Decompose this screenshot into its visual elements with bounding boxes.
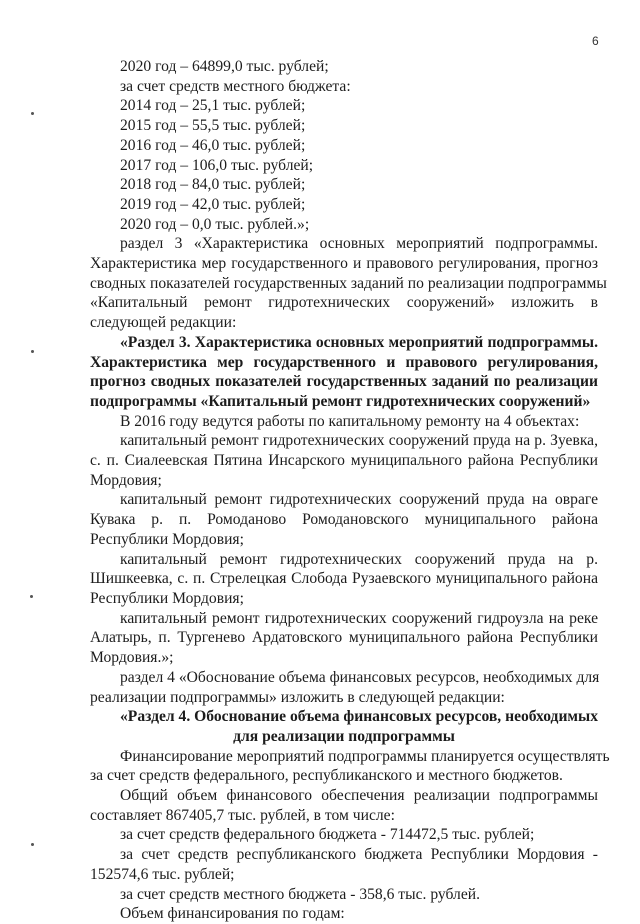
section3-body-line: капитальный ремонт гидротехнических сооружений пруда на р. <box>120 550 598 568</box>
section4-intro-line: реализации подпрограммы» изложить в следующей редакции: <box>90 688 505 706</box>
section3-body-line: Мордовия.»; <box>90 649 174 667</box>
section4-body-line: за счет средств местного бюджета - 358,6 тыс. рублей. <box>120 885 480 903</box>
budget-line: 2015 год – 55,5 тыс. рублей; <box>120 117 306 135</box>
section3-body-line: Республики Мордовия; <box>90 530 244 548</box>
section3-heading: прогноз сводных показателей государственных заданий по реализации <box>90 373 598 391</box>
section3-intro-line: раздел 3 «Характеристика основных мероприятий подпрограммы. <box>120 235 598 253</box>
section4-body-line: за счет средств федерального бюджета - 714472,5 тыс. рублей; <box>120 826 535 844</box>
section3-body-line: Алатырь, п. Тургенево Ардатовского муниципального района Республики <box>90 629 598 647</box>
budget-line: 2020 год – 0,0 тыс. рублей.»; <box>120 215 310 233</box>
budget-line: 2019 год – 42,0 тыс. рублей; <box>120 195 306 213</box>
scan-mark <box>31 843 34 846</box>
section3-body-line: капитальный ремонт гидротехнических сооружений пруда на р. Зуевка, <box>120 432 598 450</box>
section3-intro-line: следующей редакции: <box>90 314 237 332</box>
page-number: 6 <box>592 34 599 48</box>
section3-heading: «Раздел 3. Характеристика основных мероприятий подпрограммы. <box>120 333 598 351</box>
budget-line: 2014 год – 25,1 тыс. рублей; <box>120 97 306 115</box>
section4-body-line: Финансирование мероприятий подпрограммы планируется осуществлять <box>120 747 610 765</box>
scan-mark <box>30 595 33 598</box>
budget-line: 2018 год – 84,0 тыс. рублей; <box>120 176 306 194</box>
section4-heading: «Раздел 4. Обоснование объема финансовых ресурсов, необходимых <box>120 708 599 726</box>
budget-line: за счет средств местного бюджета: <box>120 77 351 95</box>
budget-line: 2016 год – 46,0 тыс. рублей; <box>120 136 306 154</box>
section4-body-line: за счет средств федерального, республиканского и местного бюджетов. <box>90 767 563 785</box>
section3-body-line: Шишкеевка, с. п. Стрелецкая Слобода Рузаевского муниципального района <box>90 570 598 588</box>
section4-body-line: Общий объем финансового обеспечения реализации подпрограммы <box>120 787 598 805</box>
section3-intro-line: Характеристика мер государственного и правового регулирования, прогноз <box>90 255 598 273</box>
section3-body-line: Республики Мордовия; <box>90 589 244 607</box>
section4-heading: для реализации подпрограммы <box>233 727 455 745</box>
section3-body-line: капитальный ремонт гидротехнических сооружений пруда на овраге <box>120 491 598 509</box>
section3-heading: Характеристика мер государственного и правового регулирования, <box>90 353 598 371</box>
section3-heading: подпрограммы «Капитальный ремонт гидротехнических сооружений» <box>90 392 591 410</box>
section3-intro-line: сводных показателей государственных заданий по реализации подпрограммы <box>90 274 607 292</box>
budget-line: 2020 год – 64899,0 тыс. рублей; <box>120 58 329 75</box>
section4-body-line: 152574,6 тыс. рублей; <box>90 865 235 883</box>
section3-intro-line: «Капитальный ремонт гидротехнических сооружений» изложить в <box>90 294 598 312</box>
section3-body-line: Кувака р. п. Ромоданово Ромодановского муниципального района <box>90 511 598 529</box>
section4-intro-line: раздел 4 «Обоснование объема финансовых ресурсов, необходимых для <box>120 668 600 686</box>
section4-body-line: Объем финансирования по годам: <box>120 905 345 923</box>
document-body <box>90 57 610 924</box>
section3-body-line: капитальный ремонт гидротехнических сооружений гидроузла на реке <box>120 609 598 627</box>
scan-mark <box>31 112 34 115</box>
section4-body-line: за счет средств республиканского бюджета Республики Мордовия - <box>120 846 598 864</box>
scan-mark <box>31 350 34 353</box>
section3-body-line: Мордовия; <box>90 471 162 489</box>
section3-body-line: В 2016 году ведутся работы по капитальному ремонту на 4 объектах: <box>120 412 580 430</box>
section3-body-line: с. п. Сиалеевская Пятина Инсарского муниципального района Республики <box>90 452 598 470</box>
budget-line: 2017 год – 106,0 тыс. рублей; <box>120 156 314 174</box>
section4-body-line: составляет 867405,7 тыс. рублей, в том числе: <box>90 806 395 824</box>
